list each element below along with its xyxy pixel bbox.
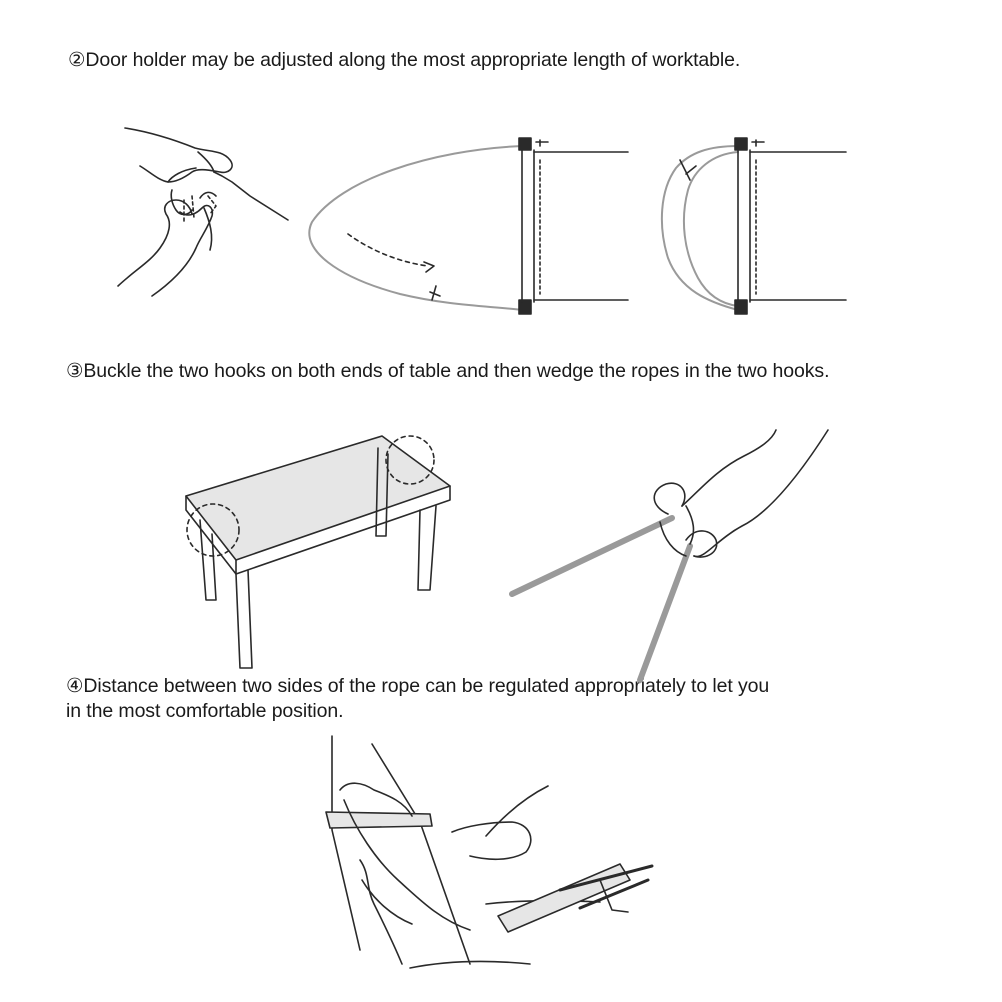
table-illustration: [186, 436, 450, 668]
rope-around-table-illustration: [309, 138, 628, 314]
step4-instruction-line1: ④Distance between two sides of the rope can be regulated appropriately to let you: [66, 675, 770, 697]
tightened-rope-illustration: [662, 138, 846, 314]
foot-rest-illustration: [326, 736, 652, 968]
step4-instruction-line2: in the most comfortable position.: [66, 700, 344, 722]
step2-instruction: ②Door holder may be adjusted along the most appropriate length of worktable.: [68, 49, 741, 71]
step3-instruction: ③Buckle the two hooks on both ends of table and then wedge the ropes in the two hooks.: [66, 360, 830, 382]
hook-with-ropes-illustration: [512, 430, 828, 680]
hands-tying-rope-illustration: [118, 128, 288, 296]
